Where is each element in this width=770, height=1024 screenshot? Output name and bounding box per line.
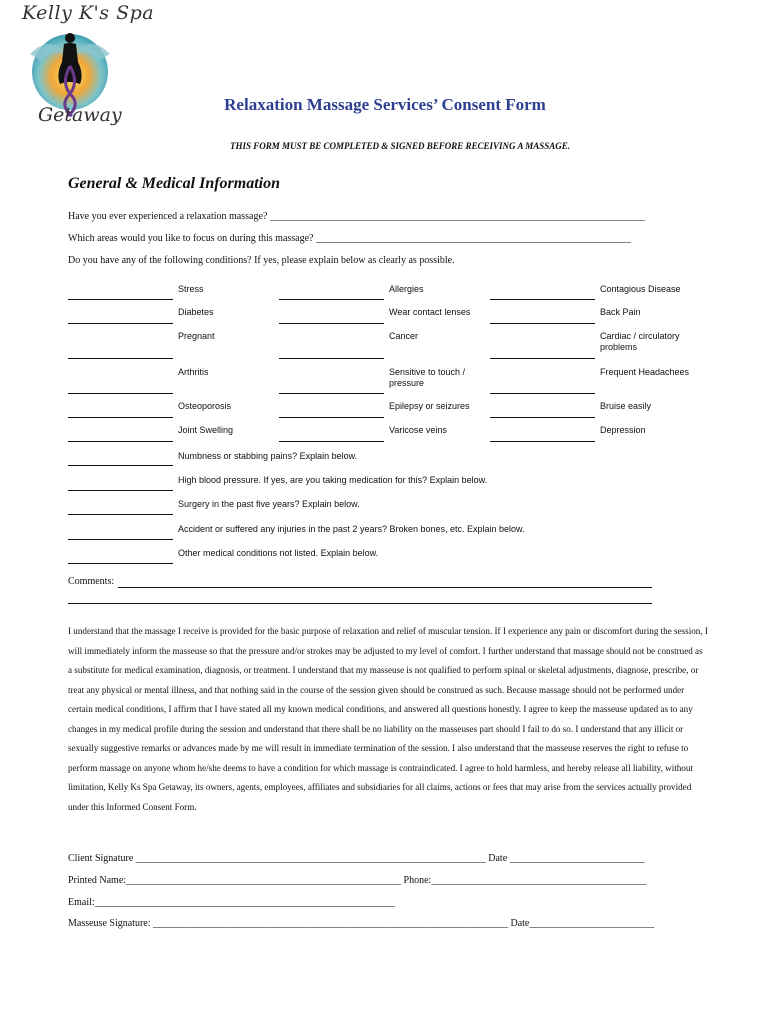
condition-answer-line[interactable] xyxy=(279,358,384,359)
client-signature-field[interactable]: Client Signature ______________________________________________________________________ Date ___________________________ xyxy=(68,853,645,864)
condition-label: Arthritis xyxy=(178,367,209,377)
condition-label: Stress xyxy=(178,284,204,294)
condition-label: Diabetes xyxy=(178,307,214,317)
condition-answer-line[interactable] xyxy=(490,323,595,324)
explain-answer-line[interactable] xyxy=(68,539,173,540)
condition-answer-line[interactable] xyxy=(279,393,384,394)
condition-label: Depression xyxy=(600,425,646,435)
condition-answer-line[interactable] xyxy=(279,299,384,300)
condition-answer-line[interactable] xyxy=(68,299,173,300)
question-conditions-intro: Do you have any of the following conditions? If yes, please explain below as clearly as possible. xyxy=(68,255,455,266)
comments-line-2[interactable] xyxy=(68,603,652,604)
explain-item-label: Accident or suffered any injuries in the past 2 years? Broken bones, etc. Explain below. xyxy=(178,524,525,534)
condition-label: Epilepsy or seizures xyxy=(389,401,470,411)
condition-answer-line[interactable] xyxy=(68,393,173,394)
form-subtitle: THIS FORM MUST BE COMPLETED & SIGNED BEFORE RECEIVING A MASSAGE. xyxy=(229,141,570,151)
condition-label: Joint Swelling xyxy=(178,425,234,435)
condition-answer-line[interactable] xyxy=(68,323,173,324)
masseuse-signature-field[interactable]: Masseuse Signature: _______________________________________________________________________ Date_________________________ xyxy=(68,918,655,929)
condition-answer-line[interactable] xyxy=(490,417,595,418)
printed-name-phone-field[interactable]: Printed Name:_______________________________________________________ Phone:___________________________________________ xyxy=(68,875,647,886)
logo-bottom-text: Getaway xyxy=(38,104,122,126)
comments-label: Comments: xyxy=(68,576,115,587)
explain-item-label: High blood pressure. If yes, are you taking medication for this? Explain below. xyxy=(178,475,488,485)
condition-answer-line[interactable] xyxy=(279,441,384,442)
condition-label: Sensitive to touch / pressure xyxy=(389,367,466,388)
condition-answer-line[interactable] xyxy=(490,299,595,300)
condition-answer-line[interactable] xyxy=(68,358,173,359)
explain-item-label: Numbness or stabbing pains? Explain below. xyxy=(178,451,358,461)
condition-answer-line[interactable] xyxy=(490,358,595,359)
condition-answer-line[interactable] xyxy=(279,323,384,324)
condition-label: Allergies xyxy=(389,284,424,294)
question-relaxation-experience[interactable]: Have you ever experienced a relaxation massage? ___________________________________________________________________________ xyxy=(68,211,645,222)
explain-answer-line[interactable] xyxy=(68,490,173,491)
explain-item-label: Surgery in the past five years? Explain below. xyxy=(178,499,360,509)
section-title: General & Medical Information xyxy=(68,175,281,192)
condition-label: Frequent Headachees xyxy=(600,367,690,377)
email-field[interactable]: Email:____________________________________________________________ xyxy=(68,897,395,908)
condition-answer-line[interactable] xyxy=(490,441,595,442)
comments-line-1[interactable] xyxy=(118,587,652,588)
condition-label: Back Pain xyxy=(600,307,641,317)
condition-label: Cardiac / circulatory problems xyxy=(600,331,680,352)
explain-answer-line[interactable] xyxy=(68,563,173,564)
explain-answer-line[interactable] xyxy=(68,514,173,515)
condition-answer-line[interactable] xyxy=(490,393,595,394)
condition-answer-line[interactable] xyxy=(279,417,384,418)
explain-item-label: Other medical conditions not listed. Explain below. xyxy=(178,548,379,558)
explain-answer-line[interactable] xyxy=(68,465,173,466)
condition-answer-line[interactable] xyxy=(68,441,173,442)
condition-label: Cancer xyxy=(389,331,419,341)
condition-label: Bruise easily xyxy=(600,401,652,411)
consent-paragraph: I understand that the massage I receive is provided for the basic purpose of relaxation and relief of muscular tension. If I experience any pain or discomfort during the session, I will immediately inform the masseuse so that the pressure and/or strokes may be adjusted to my level of comfort. I further understand that massage should not be construed as a substitute for medical examination, diagnosis, or treatment. I understand that my masseuse is not qualified to perform spinal or skeletal adjustments, diagnose, prescribe, or treat any physical or mental illness, and that nothing said in the course of the session given should be construed as such. Because massage should not be performed under certain medical conditions, I affirm that I have stated all my known medical conditions, and answered all questions honestly. I agree to keep the masseuse updated as to any changes in my medical profile during the session and understand that there shall be no liability on the masseuses part should I fail to do so. I understand that any illicit or sexually suggestive remarks or advances made by me will result in immediate termination of the session. I also understand that the masseuse reserves the right to refuse to perform massage on anyone whom he/she deems to have a condition for which massage is contraindicated. I agree to hold harmless, and hereby release all liability, without limitation, Kelly Ks Spa Getaway, its owners, agents, employees, affiliates and subsidiaries for all claims, actions or fees that may arise from the services actually provided under this Informed Consent Form. xyxy=(68,626,708,812)
form-title: Relaxation Massage Services’ Consent Form xyxy=(224,95,546,114)
condition-label: Varicose veins xyxy=(389,425,447,435)
condition-label: Osteoporosis xyxy=(178,401,232,411)
condition-label: Wear contact lenses xyxy=(389,307,471,317)
condition-answer-line[interactable] xyxy=(68,417,173,418)
logo-top-text: Kelly K's Spa xyxy=(22,2,155,24)
condition-label: Pregnant xyxy=(178,331,215,341)
question-focus-areas[interactable]: Which areas would you like to focus on during this massage? _______________________________________________________________ xyxy=(68,233,631,244)
condition-label: Contagious Disease xyxy=(600,284,681,294)
